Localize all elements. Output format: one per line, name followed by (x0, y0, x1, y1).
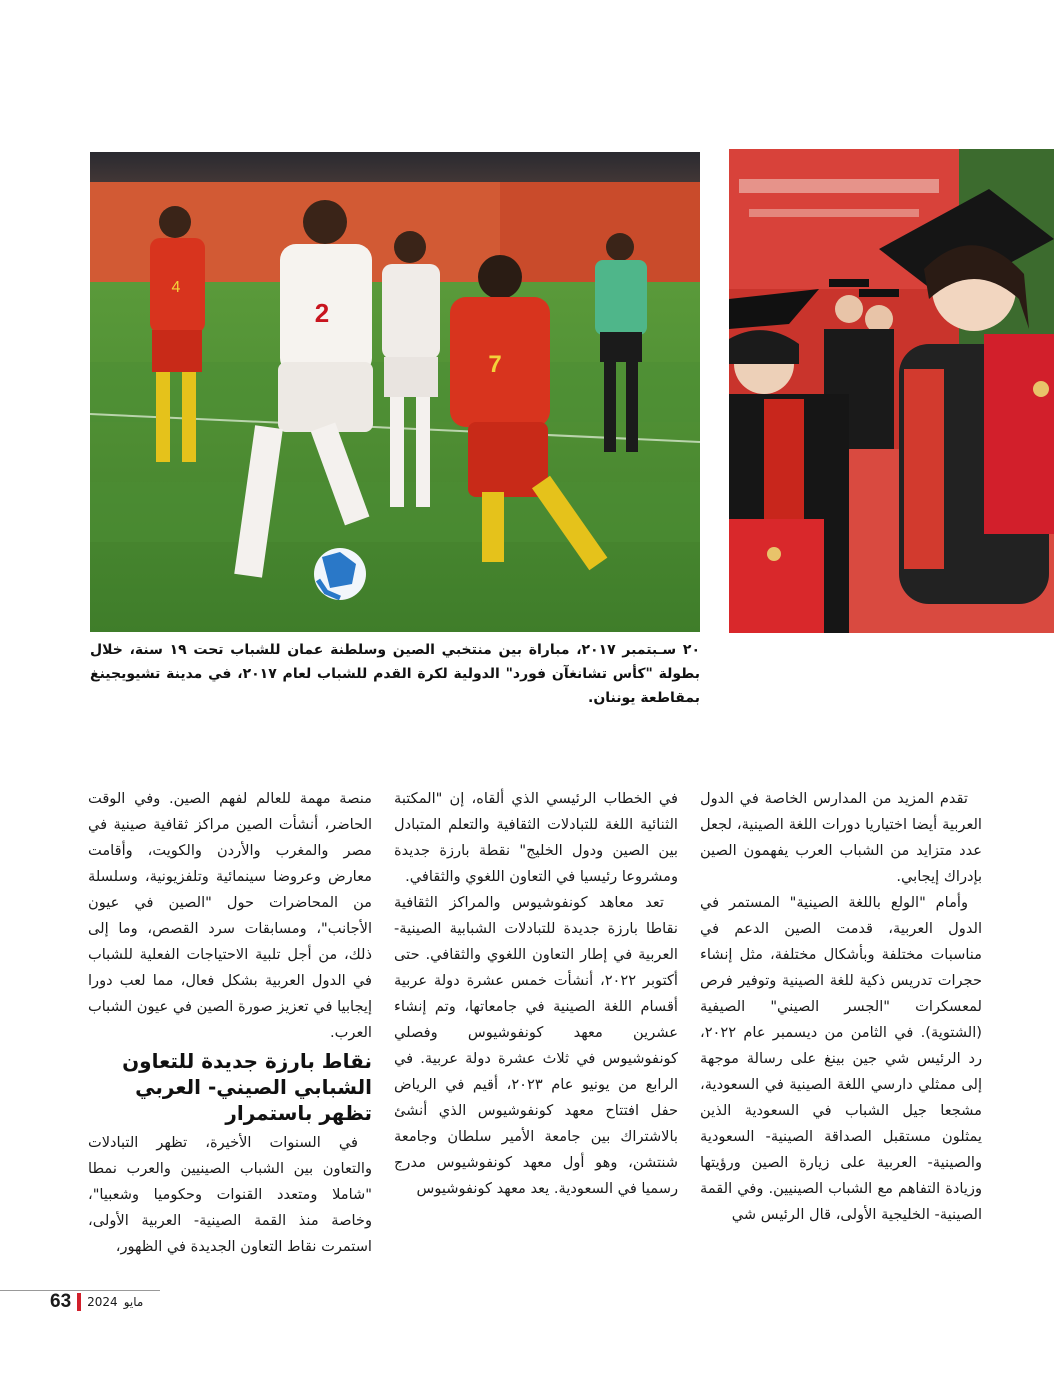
article-paragraph: في السنوات الأخيرة، تظهر التبادلات والتعاون بين الشباب الصينيين والعرب نمطا "شاملا ومتعدد القنوات وحكوميا وشعبيا"، وخاصة منذ القمة الصينية- العربية الأولى، استمرت نقاط التعاون الجديدة في الظهور، (88, 1134, 372, 1255)
article-paragraph: تعد معاهد كونفوشيوس والمراكز الثقافية نقاطا بارزة جديدة للتبادلات الشبابية الصينية- العربية في إطار التعاون اللغوي والثقافي. حتى أكتوبر ٢٠٢٢، أنشأت خمس عشرة دولة عربية أقسام اللغة الصينية في جامعاتها، وتم إنشاء عشرين معهد كونفوشيوس وفصلي كونفوشيوس في ثلاث عشرة دولة عربية. في الرابع من يونيو عام ٢٠٢٣، أقيم في الرياض حفل افتتاح معهد كونفوشيوس الذي أنشئ بالاشتراك بين جامعة الأمير سلطان وجامعة شنتشن، وهو أول معهد كونفوشيوس مدرج رسميا في السعودية. يعد معهد كونفوشيوس (394, 894, 678, 1197)
issue-month: مايو (123, 1295, 144, 1309)
section-heading: نقاط بارزة جديدة للتعاون الشبابي الصيني- العربي تظهر باستمرار (122, 1049, 372, 1125)
page-number: 63 (50, 1291, 72, 1312)
article-paragraph: تقدم المزيد من المدارس الخاصة في الدول العربية أيضا اختياريا دورات اللغة الصينية، لجعل عدد متزايد من الشباب العرب يفهمون الصين بإدراك إيجابي. (700, 790, 982, 885)
issue-year: 2024 (87, 1295, 118, 1309)
svg-text:7: 7 (488, 351, 502, 378)
photo-caption: ٢٠ سـبتمبر ٢٠١٧، مباراة بين منتخبي الصين وسلطنة عمان للشباب تحت ١٩ سنة، خلال بطولة "كأس تشانغآن فورد" الدولية لكرة القدم للشباب لعام ٢٠١٧، في مدينة تشيويجينغ بمقاطعة يوننان. (90, 642, 701, 706)
page-footer (50, 1290, 143, 1314)
svg-text:2: 2 (314, 298, 330, 328)
football-match-photo (90, 152, 700, 632)
football-ball (314, 548, 366, 600)
child-graduate (879, 189, 1054, 604)
article-column-middle (394, 786, 678, 1276)
svg-text:4: 4 (171, 279, 181, 296)
article-paragraph: منصة مهمة للعالم لفهم الصين. وفي الوقت الحاضر، أنشأت الصين مراكز ثقافية صينية في مصر والمغرب والأردن والكويت، وأقامت معارض وعروضا سينمائية وتلفزيونية، وسلسلة من المحاضرات حول "الصين في عيون الأجانب"، ومسابقات سرد القصص، وما إلى ذلك، من أجل تلبية الاحتياجات الفعلية للشباب في الدول العربية بشكل فعال، مما لعب دورا إيجابيا في تعزيز صورة الصين في عيون الشباب العرب. (88, 790, 372, 1041)
article-paragraph: وأمام "الولع باللغة الصينية" المستمر في الدول العربية، قدمت الصين الدعم في مناسبات مختلفة وبأشكال مختلفة، مثل إنشاء حجرات تدريس ذكية للغة الصينية وتوفير فرص لمعسكرات "الجسر الصيني" الصيفية (الشتوية). في الثامن من ديسمبر عام ٢٠٢٢، رد الرئيس شي جين بينغ على رسالة موجهة إلى ممثلي دارسي اللغة الصينية في السعودية، مشجعا جيل الشباب في السعودية الذين يمثلون مستقبل الصداقة الصينية- السعودية والصينية- العربية على زيارة الصين ورؤيتها وزيادة التفاهم مع الشباب الصينيين. وفي القمة الصينية- الخليجية الأولى، قال الرئيس شي (700, 894, 982, 1223)
article-paragraph: في الخطاب الرئيسي الذي ألقاه، إن "المكتبة الثنائية اللغة للتبادلات الثقافية والتعلم المتبادل بين الصين ودول الخليج" نقطة بارزة جديدة ومشروعا رئيسيا في التعاون اللغوي والثقافي. (394, 790, 678, 885)
footer-accent-bar (77, 1293, 81, 1311)
graduation-ceremony-photo (729, 149, 1054, 633)
article-column-right (700, 786, 982, 1276)
article-column-left (88, 786, 372, 1276)
